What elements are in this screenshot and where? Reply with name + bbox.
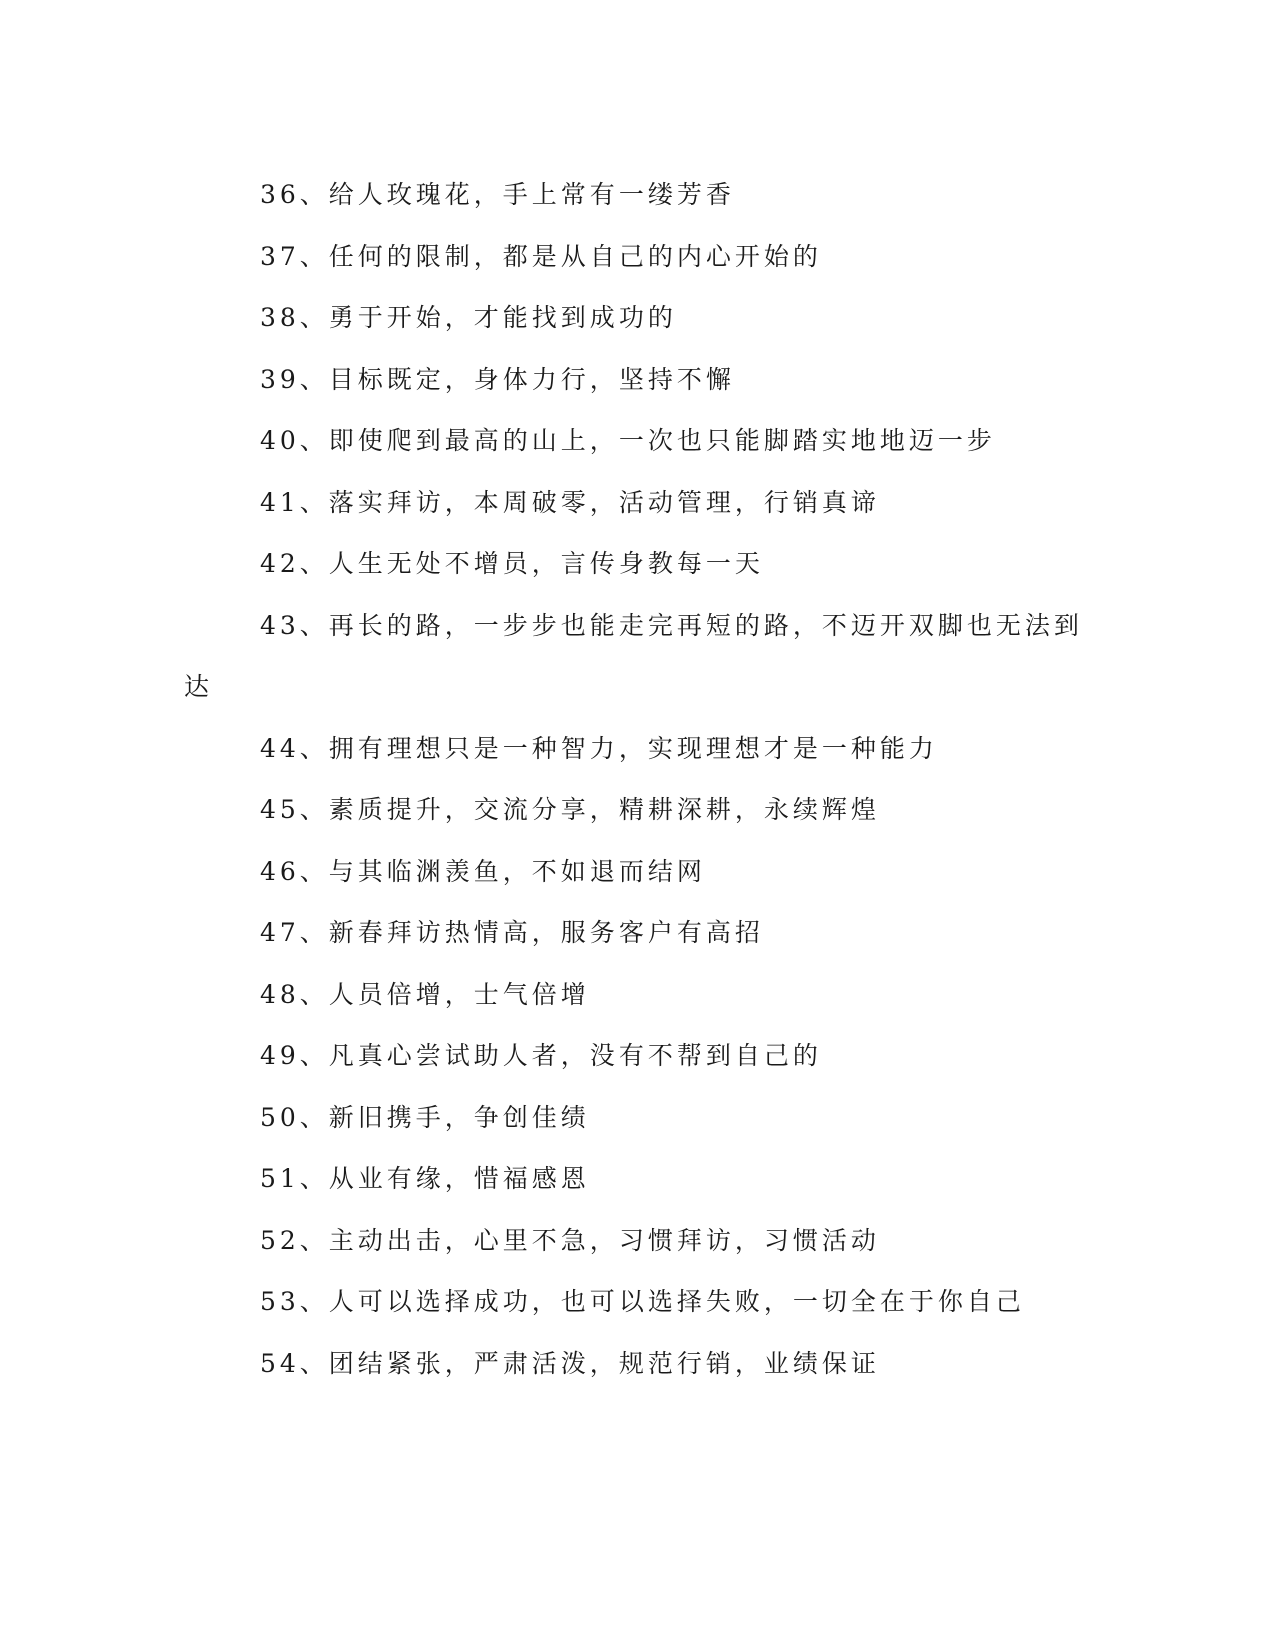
list-item: 36、给人玫瑰花，手上常有一缕芳香	[260, 180, 735, 209]
list-item: 48、人员倍增，士气倍增	[260, 979, 590, 1009]
slogan-list	[184, 164, 1084, 1394]
list-item: 51、从业有缘，惜福感恩	[260, 1164, 590, 1193]
list-item: 43、再长的路，一步步也能走完再短的路，不迈开双脚也无法到达	[184, 610, 1083, 701]
list-item: 52、主动出击，心里不急，习惯拜访，习惯活动	[260, 1225, 880, 1255]
list-item: 40、即使爬到最高的山上，一次也只能脚踏实地地迈一步	[260, 426, 996, 455]
list-item: 44、拥有理想只是一种智力，实现理想才是一种能力	[260, 733, 938, 763]
list-item: 38、勇于开始，才能找到成功的	[260, 303, 677, 332]
list-item: 54、团结紧张，严肃活泼，规范行销，业绩保证	[260, 1348, 880, 1378]
list-item: 39、目标既定，身体力行，坚持不懈	[260, 364, 735, 394]
list-item: 41、落实拜访，本周破零，活动管理，行销真谛	[260, 487, 880, 517]
list-item: 37、任何的限制，都是从自己的内心开始的	[260, 241, 822, 271]
list-item: 42、人生无处不增员，言传身教每一天	[260, 549, 764, 578]
list-item: 50、新旧携手，争创佳绩	[260, 1102, 590, 1132]
list-item: 45、素质提升，交流分享，精耕深耕，永续辉煌	[260, 795, 880, 824]
list-item: 47、新春拜访热情高，服务客户有高招	[260, 918, 764, 947]
list-item: 46、与其临渊羡鱼，不如退而结网	[260, 856, 706, 886]
list-item: 53、人可以选择成功，也可以选择失败，一切全在于你自己	[260, 1287, 1025, 1316]
list-item: 49、凡真心尝试助人者，没有不帮到自己的	[260, 1041, 822, 1070]
